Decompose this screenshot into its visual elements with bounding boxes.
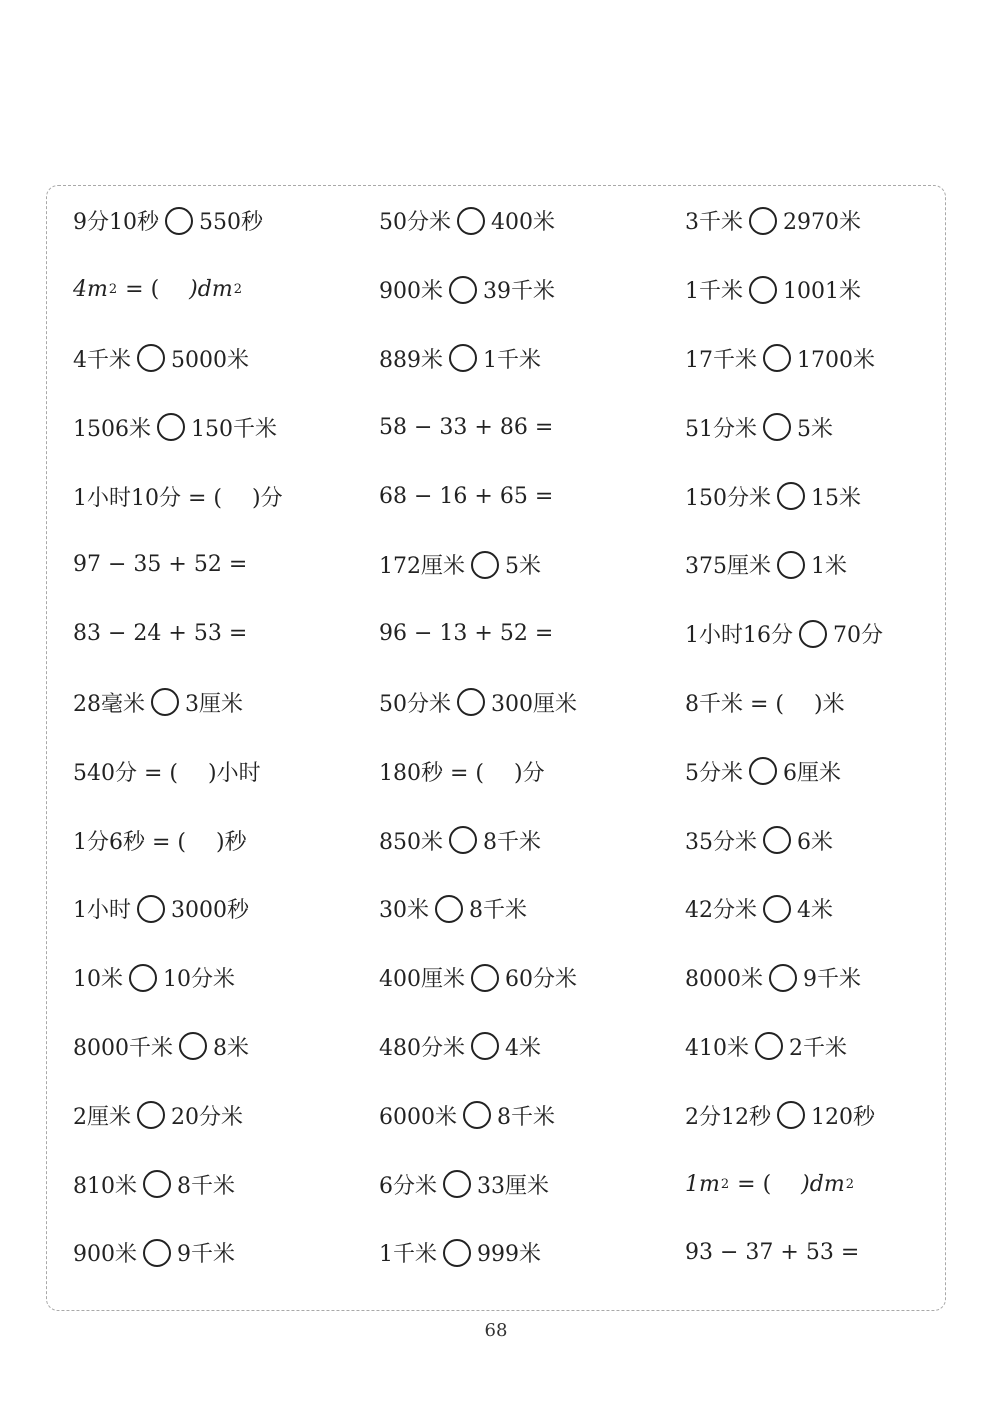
compare-circle[interactable]	[435, 895, 463, 923]
compare-circle[interactable]	[129, 964, 157, 992]
area-quantity: 4m	[73, 277, 108, 303]
right-quantity: 9千米	[177, 1242, 235, 1268]
right-quantity: 4米	[505, 1035, 541, 1061]
problem-item	[685, 1218, 933, 1287]
problem-item	[73, 393, 379, 462]
compare-circle[interactable]	[443, 1239, 471, 1267]
problem-item	[73, 806, 379, 875]
right-quantity: 9千米	[803, 967, 861, 993]
compare-circle[interactable]	[137, 344, 165, 372]
fill-unit: )秒	[216, 829, 247, 855]
right-quantity: 6厘米	[783, 760, 841, 786]
right-quantity: 8千米	[483, 829, 541, 855]
left-quantity: 9分10秒	[73, 210, 159, 236]
compare-circle[interactable]	[137, 1101, 165, 1129]
problem-item	[685, 530, 933, 599]
fill-prompt: 1小时10分 = (	[73, 485, 222, 511]
problem-item	[685, 599, 933, 668]
fill-prompt: 8千米 = (	[685, 691, 785, 717]
problem-item	[685, 668, 933, 737]
right-quantity: 550秒	[199, 210, 263, 236]
left-quantity: 8000米	[685, 967, 763, 993]
problem-item	[685, 806, 933, 875]
compare-circle[interactable]	[143, 1170, 171, 1198]
left-quantity: 2厘米	[73, 1104, 131, 1130]
compare-circle[interactable]	[463, 1101, 491, 1129]
exponent: 2	[720, 1176, 730, 1192]
left-quantity: 810米	[73, 1173, 137, 1199]
right-quantity: 3厘米	[185, 691, 243, 717]
problem-item	[73, 1218, 379, 1287]
right-quantity: 2千米	[789, 1035, 847, 1061]
problem-item	[379, 737, 685, 806]
problem-item	[379, 1081, 685, 1150]
right-quantity: 20分米	[171, 1104, 243, 1130]
problem-item	[73, 668, 379, 737]
problem-item	[379, 874, 685, 943]
compare-circle[interactable]	[471, 551, 499, 579]
problem-item	[73, 255, 379, 324]
compare-circle[interactable]	[157, 413, 185, 441]
right-quantity: 3000秒	[171, 898, 249, 924]
left-quantity: 51分米	[685, 416, 757, 442]
left-quantity: 900米	[73, 1242, 137, 1268]
problem-item	[379, 187, 685, 256]
problem-item	[379, 462, 685, 531]
right-quantity: 15米	[811, 485, 861, 511]
compare-circle[interactable]	[763, 344, 791, 372]
problem-item	[379, 530, 685, 599]
problem-item	[685, 1081, 933, 1150]
compare-circle[interactable]	[151, 688, 179, 716]
left-quantity: 35分米	[685, 829, 757, 855]
problem-item	[379, 1218, 685, 1287]
compare-circle[interactable]	[769, 964, 797, 992]
compare-circle[interactable]	[777, 1101, 805, 1129]
problem-item	[379, 324, 685, 393]
page-number: 68	[484, 1320, 508, 1341]
left-quantity: 4千米	[73, 347, 131, 373]
right-quantity: 400米	[491, 210, 555, 236]
left-quantity: 28毫米	[73, 691, 145, 717]
compare-circle[interactable]	[749, 276, 777, 304]
problem-item	[685, 943, 933, 1012]
problem-item	[73, 1012, 379, 1081]
fill-prompt: 1分6秒 = (	[73, 829, 186, 855]
right-quantity: 5000米	[171, 347, 249, 373]
right-quantity: 70分	[833, 623, 883, 649]
fill-unit: )分	[514, 760, 545, 786]
left-quantity: 6000米	[379, 1104, 457, 1130]
right-quantity: 8千米	[177, 1173, 235, 1199]
problem-item	[685, 874, 933, 943]
left-quantity: 10米	[73, 967, 123, 993]
right-quantity: 1千米	[483, 347, 541, 373]
right-quantity: 6米	[797, 829, 833, 855]
problem-item	[685, 324, 933, 393]
left-quantity: 1小时	[73, 898, 131, 924]
problem-item	[379, 393, 685, 462]
expression: 58 − 33 + 86 =	[379, 414, 554, 440]
problem-grid	[73, 187, 933, 1288]
left-quantity: 5分米	[685, 760, 743, 786]
right-quantity: 8千米	[469, 898, 527, 924]
problem-item	[73, 599, 379, 668]
compare-circle[interactable]	[457, 207, 485, 235]
compare-circle[interactable]	[471, 964, 499, 992]
compare-circle[interactable]	[457, 688, 485, 716]
problem-item	[73, 530, 379, 599]
fill-prompt: 540分 = (	[73, 760, 178, 786]
right-quantity: 39千米	[483, 279, 555, 305]
expression: 68 − 16 + 65 =	[379, 483, 554, 509]
left-quantity: 50分米	[379, 210, 451, 236]
left-quantity: 2分12秒	[685, 1104, 771, 1130]
right-quantity: 1700米	[797, 347, 875, 373]
right-quantity: 4米	[797, 898, 833, 924]
right-quantity: 5米	[797, 416, 833, 442]
problem-item	[685, 462, 933, 531]
area-unit: )dm	[801, 1171, 845, 1197]
problem-item	[379, 806, 685, 875]
compare-circle[interactable]	[777, 551, 805, 579]
fill-unit: )小时	[208, 760, 261, 786]
problem-item	[73, 187, 379, 256]
left-quantity: 42分米	[685, 898, 757, 924]
left-quantity: 1千米	[379, 1242, 437, 1268]
left-quantity: 50分米	[379, 691, 451, 717]
exponent: 2	[233, 282, 242, 298]
problem-item	[73, 874, 379, 943]
compare-circle[interactable]	[471, 1032, 499, 1060]
fill-prompt: 180秒 = (	[379, 760, 484, 786]
problem-item	[685, 187, 933, 256]
compare-circle[interactable]	[755, 1032, 783, 1060]
equals-paren: = (	[737, 1171, 772, 1197]
right-quantity: 1米	[811, 554, 847, 580]
left-quantity: 1506米	[73, 416, 151, 442]
left-quantity: 172厘米	[379, 554, 465, 580]
problem-item	[379, 599, 685, 668]
left-quantity: 3千米	[685, 210, 743, 236]
compare-circle[interactable]	[449, 276, 477, 304]
area-unit: )dm	[189, 277, 233, 303]
problem-item	[685, 393, 933, 462]
fill-unit: )米	[814, 691, 845, 717]
problem-item	[685, 1150, 933, 1219]
compare-circle[interactable]	[763, 413, 791, 441]
worksheet-frame	[46, 185, 946, 1311]
right-quantity: 60分米	[505, 967, 577, 993]
right-quantity: 999米	[477, 1242, 541, 1268]
exponent: 2	[108, 282, 118, 298]
problem-item	[73, 1081, 379, 1150]
compare-circle[interactable]	[137, 895, 165, 923]
problem-item	[379, 668, 685, 737]
problem-item	[379, 943, 685, 1012]
left-quantity: 410米	[685, 1035, 749, 1061]
problem-item	[379, 255, 685, 324]
problem-item	[73, 462, 379, 531]
compare-circle[interactable]	[143, 1239, 171, 1267]
area-quantity: 1m	[685, 1171, 720, 1197]
left-quantity: 8000千米	[73, 1035, 173, 1061]
compare-circle[interactable]	[777, 482, 805, 510]
expression: 97 − 35 + 52 =	[73, 552, 248, 578]
left-quantity: 1小时16分	[685, 623, 793, 649]
problem-item	[73, 943, 379, 1012]
compare-circle[interactable]	[179, 1032, 207, 1060]
compare-circle[interactable]	[749, 207, 777, 235]
compare-circle[interactable]	[749, 757, 777, 785]
right-quantity: 1001米	[783, 279, 861, 305]
problem-item	[73, 737, 379, 806]
problem-item	[685, 1012, 933, 1081]
fill-unit: )分	[252, 485, 283, 511]
left-quantity: 30米	[379, 898, 429, 924]
equals-paren: = (	[125, 277, 160, 303]
compare-circle[interactable]	[443, 1170, 471, 1198]
right-quantity: 300厘米	[491, 691, 577, 717]
compare-circle[interactable]	[449, 826, 477, 854]
compare-circle[interactable]	[799, 620, 827, 648]
compare-circle[interactable]	[449, 344, 477, 372]
compare-circle[interactable]	[763, 895, 791, 923]
right-quantity: 150千米	[191, 416, 277, 442]
left-quantity: 889米	[379, 347, 443, 373]
expression: 96 − 13 + 52 =	[379, 621, 554, 647]
problem-item	[73, 1150, 379, 1219]
expression: 83 − 24 + 53 =	[73, 621, 248, 647]
problem-item	[379, 1150, 685, 1219]
left-quantity: 375厘米	[685, 554, 771, 580]
expression: 93 − 37 + 53 =	[685, 1240, 860, 1266]
right-quantity: 8米	[213, 1035, 249, 1061]
left-quantity: 480分米	[379, 1035, 465, 1061]
problem-item	[685, 255, 933, 324]
left-quantity: 6分米	[379, 1173, 437, 1199]
left-quantity: 400厘米	[379, 967, 465, 993]
right-quantity: 5米	[505, 554, 541, 580]
right-quantity: 33厘米	[477, 1173, 549, 1199]
compare-circle[interactable]	[763, 826, 791, 854]
right-quantity: 120秒	[811, 1104, 875, 1130]
problem-item	[379, 1012, 685, 1081]
left-quantity: 150分米	[685, 485, 771, 511]
compare-circle[interactable]	[165, 207, 193, 235]
problem-item	[73, 324, 379, 393]
left-quantity: 17千米	[685, 347, 757, 373]
right-quantity: 8千米	[497, 1104, 555, 1130]
left-quantity: 850米	[379, 829, 443, 855]
left-quantity: 900米	[379, 279, 443, 305]
exponent: 2	[845, 1176, 854, 1192]
left-quantity: 1千米	[685, 279, 743, 305]
right-quantity: 2970米	[783, 210, 861, 236]
right-quantity: 10分米	[163, 967, 235, 993]
problem-item	[685, 737, 933, 806]
